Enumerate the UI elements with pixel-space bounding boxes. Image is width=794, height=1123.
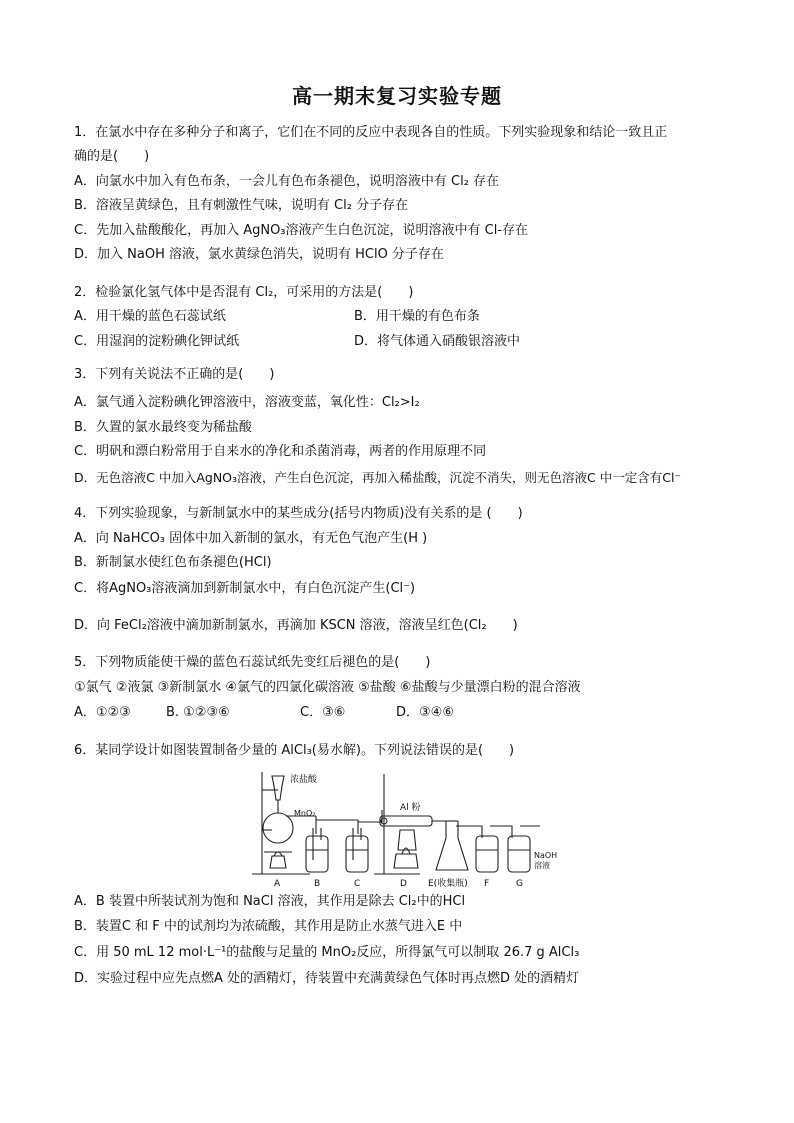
q1-option-d: D．加入 NaOH 溶液，氯水黄绿色消失，说明有 HClO 分子存在 bbox=[74, 247, 444, 262]
label-a: A bbox=[274, 879, 281, 889]
apparatus-d bbox=[374, 774, 432, 874]
label-c: C bbox=[354, 879, 361, 889]
q6-option-c: C．用 50 mL 12 mol·L⁻¹的盐酸与足量的 MnO₂反应，所得氯气可以制取 26.7 g AlCl₃ bbox=[74, 945, 580, 960]
q1-option-c: C．先加入盐酸酸化，再加入 AgNO₃溶液产生白色沉淀，说明溶液中有 Cl-存在 bbox=[74, 223, 529, 238]
q4-option-a: A．向 NaHCO₃ 固体中加入新制的氯水，有无色气泡产生(H ) bbox=[74, 531, 428, 546]
q2-option-a: A．用干燥的蓝色石蕊试纸 bbox=[74, 309, 226, 324]
label-naoh-2: 溶液 bbox=[534, 861, 550, 870]
q6-option-d: D．实验过程中应先点燃A 处的酒精灯，待装置中充满黄绿色气体时再点燃D 处的酒精灯 bbox=[74, 971, 580, 986]
q5-items: ①氯气 ②液氯 ③新制氯水 ④氯气的四氯化碳溶液 ⑤盐酸 ⑥盐酸与少量漂白粉的混合溶液 bbox=[74, 680, 581, 695]
q1-option-b: B．溶液呈黄绿色，且有刺激性气味，说明有 Cl₂ 分子存在 bbox=[74, 198, 409, 213]
q2-option-b: B．用干燥的有色布条 bbox=[354, 309, 480, 324]
q3-stem: 3．下列有关说法不正确的是( ) bbox=[74, 367, 275, 382]
q4-option-c: C．将AgNO₃溶液滴加到新制氯水中，有白色沉淀产生(Cl⁻) bbox=[74, 581, 416, 596]
label-al: Al 粉 bbox=[400, 803, 421, 813]
q6-option-b: B．装置C 和 F 中的试剂均为浓硫酸，其作用是防止水蒸气进入E 中 bbox=[74, 919, 463, 934]
q5-option-c: C．③⑥ bbox=[300, 705, 346, 720]
q4-stem: 4．下列实验现象，与新制氯水中的某些成分(括号内物质)没有关系的是 ( ) bbox=[74, 506, 523, 521]
q4-option-d: D．向 FeCl₂溶液中滴加新制氯水，再滴加 KSCN 溶液，溶液呈红色(Cl₂ ) bbox=[74, 618, 518, 633]
q5-option-b: B. ①②③⑥ bbox=[166, 705, 230, 720]
label-mno2: MnO₂ bbox=[294, 809, 316, 818]
q3-option-b: B．久置的氯水最终变为稀盐酸 bbox=[74, 420, 252, 435]
q2-option-c: C．用湿润的淀粉碘化钾试纸 bbox=[74, 334, 240, 349]
q3-option-c: C．明矾和漂白粉常用于自来水的净化和杀菌消毒，两者的作用原理不同 bbox=[74, 444, 487, 459]
q4-option-b: B．新制氯水使红色布条褪色(HCl) bbox=[74, 555, 272, 570]
apparatus-g bbox=[508, 836, 530, 872]
page-title: 高一期末复习实验专题 bbox=[292, 84, 502, 108]
q3-option-d: D．无色溶液C 中加入AgNO₃溶液，产生白色沉淀，再加入稀盐酸，沉淀不消失，则无色溶液C 中一定含有Cl⁻ bbox=[74, 470, 682, 485]
apparatus-c bbox=[346, 828, 368, 872]
q2-stem: 2．检验氯化氢气体中是否混有 Cl₂，可采用的方法是( ) bbox=[74, 285, 414, 300]
q5-option-a: A．①②③ bbox=[74, 705, 131, 720]
apparatus-figure bbox=[250, 770, 580, 890]
q2-option-d: D．将气体通入硝酸银溶液中 bbox=[354, 334, 521, 349]
label-f: F bbox=[484, 879, 490, 889]
label-e: E(收集瓶) bbox=[428, 879, 468, 889]
label-g: G bbox=[516, 879, 523, 889]
apparatus-e bbox=[432, 821, 468, 870]
q1-stem-line-2: 确的是( ) bbox=[74, 149, 150, 164]
q5-option-d: D．③④⑥ bbox=[396, 705, 454, 720]
q1-option-a: A．向氯水中加入有色布条，一会儿有色布条褪色，说明溶液中有 Cl₂ 存在 bbox=[74, 174, 500, 189]
label-d: D bbox=[400, 879, 407, 889]
label-b: B bbox=[314, 879, 321, 889]
q6-option-a: A．B 装置中所装试剂为饱和 NaCl 溶液，其作用是除去 Cl₂中的HCl bbox=[74, 894, 466, 909]
q3-option-a: A．氯气通入淀粉碘化钾溶液中，溶液变蓝，氧化性：Cl₂>I₂ bbox=[74, 395, 420, 410]
q6-stem: 6．某同学设计如图装置制备少量的 AlCl₃(易水解)。下列说法错误的是( ) bbox=[74, 743, 515, 758]
q1-stem-line-1: 1．在氯水中存在多种分子和离子，它们在不同的反应中表现各自的性质。下列实验现象和结论一致且正 bbox=[74, 125, 668, 140]
apparatus-b bbox=[306, 828, 328, 872]
label-naoh-1: NaOH bbox=[534, 851, 558, 860]
q5-stem: 5．下列物质能使干燥的蓝色石蕊试纸先变红后褪色的是( ) bbox=[74, 655, 431, 670]
label-conc-hcl: 浓盐酸 bbox=[290, 775, 318, 785]
apparatus-f bbox=[476, 836, 498, 872]
